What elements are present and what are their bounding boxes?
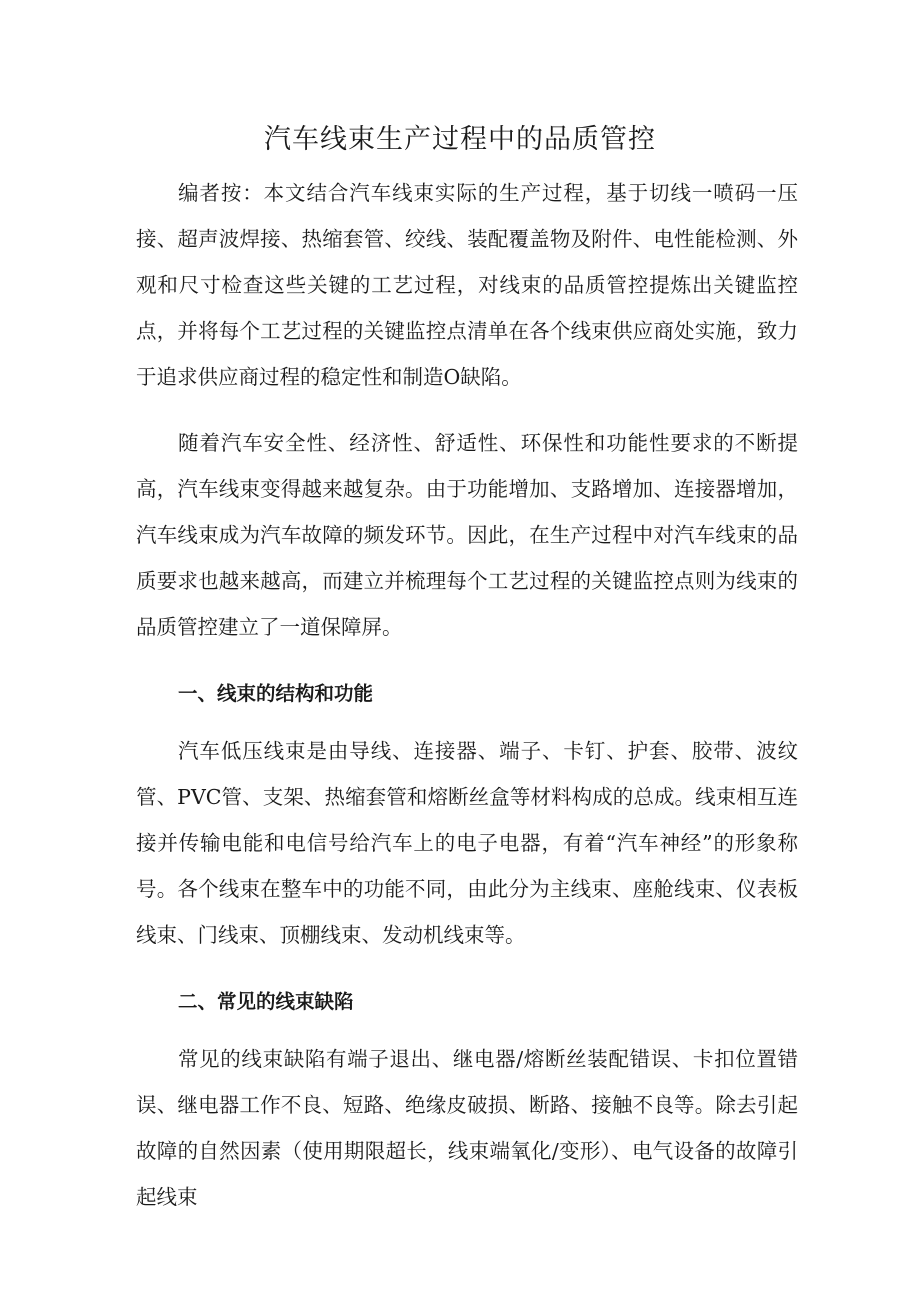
document-title: 汽车线束生产过程中的品质管控 — [264, 124, 656, 155]
intro-paragraph: 随着汽车安全性、经济性、舒适性、环保性和功能性要求的不断提高，汽车线束变得越来越复杂。由于功能增加、支路增加、连接器增加，汽车线束成为汽车故障的频发环节。因此，在生产过程中对汽车线束的品质要求也越来越高，而建立并梳理每个工艺过程的关键监控点则为线束的品质管控建立了一道保障屏。 — [136, 431, 798, 639]
structure-paragraph: 汽车低压线束是由导线、连接器、端子、卡钉、护套、胶带、波纹管、PVC管、支架、热缩套管和熔断丝盒等材料构成的总成。线束相互连接并传输电能和电信号给汽车上的电子电器，有着“汽车神经”的形象称号。各个线束在整车中的功能不同，由此分为主线束、座舱线束、仪表板线束、门线束、顶棚线束、发动机线束等。 — [136, 739, 798, 947]
section-heading-structure: 一、线束的结构和功能 — [178, 682, 374, 705]
section-heading-defects: 二、常见的线束缺陷 — [178, 990, 354, 1013]
editor-note-paragraph: 编者按：本文结合汽车线束实际的生产过程，基于切线一喷码一压接、超声波焊接、热缩套管、绞线、装配覆盖物及附件、电性能检测、外观和尺寸检查这些关键的工艺过程，对线束的品质管控提炼出关键监控点，并将每个工艺过程的关键监控点清单在各个线束供应商处实施，致力于追求供应商过程的稳定性和制造O缺陷。 — [136, 181, 798, 389]
defects-paragraph: 常见的线束缺陷有端子退出、继电器/熔断丝装配错误、卡扣位置错误、继电器工作不良、短路、绝缘皮破损、断路、接触不良等。除去引起故障的自然因素（使用期限超长，线束端氧化/变形）、电气设备的故障引起线束 — [136, 1047, 798, 1209]
